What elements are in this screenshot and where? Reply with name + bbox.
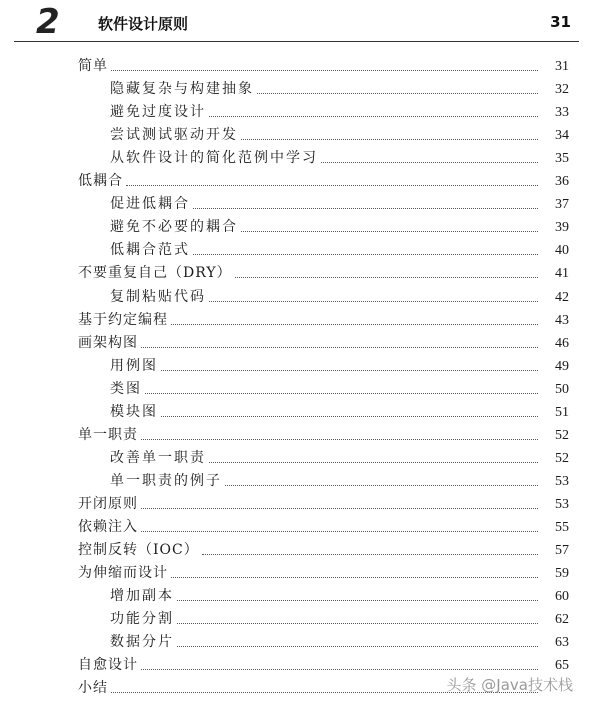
- toc-subsection: [0, 582, 593, 605]
- toc-entry-title: 简单: [78, 58, 108, 75]
- toc-entry-title: 类图: [110, 380, 142, 397]
- toc-entry-page: 34: [555, 128, 569, 144]
- toc-subsection: [0, 213, 593, 236]
- toc-entry-page: 60: [555, 589, 569, 605]
- toc-subsection: [0, 467, 593, 490]
- leader-dots: [171, 324, 538, 325]
- leader-dots: [177, 623, 538, 624]
- chapter-number: 2: [36, 2, 60, 42]
- leader-dots: [235, 277, 538, 278]
- toc-entry-title: 从软件设计的简化范例中学习: [110, 150, 318, 167]
- toc-entry-title: 单一职责的例子: [110, 472, 222, 489]
- toc-entry-page: 51: [555, 404, 569, 420]
- leader-dots: [161, 370, 538, 371]
- toc-entry-page: 57: [555, 543, 569, 559]
- toc-entry-title: 数据分片: [110, 634, 174, 651]
- toc-entry-page: 35: [555, 151, 569, 167]
- toc-entry-page: 39: [555, 220, 569, 236]
- toc-section: [0, 306, 593, 329]
- toc-subsection: [0, 121, 593, 144]
- leader-dots: [171, 577, 538, 578]
- leader-dots: [141, 669, 538, 670]
- leader-dots: [321, 162, 538, 163]
- leader-dots: [209, 301, 538, 302]
- leader-dots: [209, 462, 538, 463]
- leader-dots: [202, 554, 538, 555]
- toc-subsection: [0, 98, 593, 121]
- toc-entry-page: 43: [555, 312, 569, 328]
- toc-section: [0, 536, 593, 559]
- toc-entry-page: 36: [555, 174, 569, 190]
- toc-entry-page: 42: [555, 289, 569, 305]
- toc-entry-title: 避免不必要的耦合: [110, 219, 238, 236]
- table-of-contents: [0, 52, 593, 697]
- toc-entry-page: 46: [555, 335, 569, 351]
- toc-subsection: [0, 190, 593, 213]
- leader-dots: [225, 485, 538, 486]
- leader-dots: [209, 116, 538, 117]
- watermark: 头条 @Java技术栈: [446, 676, 573, 694]
- leader-dots: [193, 254, 538, 255]
- toc-entry-page: 33: [555, 105, 569, 121]
- toc-entry-title: 增加副本: [110, 588, 174, 605]
- toc-subsection: [0, 398, 593, 421]
- toc-entry-page: 53: [555, 473, 569, 489]
- toc-entry-title: 不要重复自己（DRY）: [78, 265, 232, 282]
- toc-entry-title: 隐藏复杂与构建抽象: [110, 81, 254, 98]
- leader-dots: [111, 70, 538, 71]
- leader-dots: [257, 93, 538, 94]
- leader-dots: [141, 347, 538, 348]
- toc-entry-title: 为伸缩而设计: [78, 565, 168, 582]
- leader-dots: [241, 139, 538, 140]
- header-page-number: 31: [550, 13, 571, 31]
- toc-section: [0, 421, 593, 444]
- toc-entry-title: 基于约定编程: [78, 311, 168, 328]
- toc-entry-title: 功能分割: [110, 611, 174, 628]
- toc-entry-title: 单一职责: [78, 426, 138, 443]
- toc-section: [0, 490, 593, 513]
- toc-subsection: [0, 144, 593, 167]
- toc-entry-title: 依赖注入: [78, 518, 138, 535]
- toc-section: [0, 167, 593, 190]
- chapter-title: 软件设计原则: [98, 15, 189, 33]
- toc-entry-title: 自愈设计: [78, 657, 138, 674]
- toc-entry-page: 52: [555, 427, 569, 443]
- toc-section: [0, 559, 593, 582]
- leader-dots: [126, 185, 538, 186]
- toc-entry-title: 低耦合: [78, 173, 123, 190]
- toc-entry-page: 40: [555, 243, 569, 259]
- toc-entry-title: 复制粘贴代码: [110, 288, 206, 305]
- toc-entry-page: 41: [555, 266, 569, 282]
- toc-entry-page: 49: [555, 358, 569, 374]
- page-header: [0, 0, 593, 42]
- header-rule: [14, 41, 579, 42]
- toc-subsection: [0, 282, 593, 305]
- toc-section: [0, 513, 593, 536]
- toc-entry-title: 尝试测试驱动开发: [110, 127, 238, 144]
- leader-dots: [161, 416, 538, 417]
- toc-entry-page: 50: [555, 381, 569, 397]
- toc-entry-title: 控制反转（IOC）: [78, 542, 199, 559]
- toc-entry-page: 62: [555, 612, 569, 628]
- toc-entry-page: 59: [555, 566, 569, 582]
- toc-entry-title: 促进低耦合: [110, 196, 190, 213]
- leader-dots: [145, 393, 538, 394]
- leader-dots: [241, 231, 538, 232]
- toc-subsection: [0, 605, 593, 628]
- toc-subsection: [0, 352, 593, 375]
- toc-entry-title: 模块图: [110, 403, 158, 420]
- toc-entry-title: 画架构图: [78, 334, 138, 351]
- toc-entry-title: 低耦合范式: [110, 242, 190, 259]
- toc-entry-page: 52: [555, 450, 569, 466]
- leader-dots: [141, 531, 538, 532]
- leader-dots: [141, 508, 538, 509]
- toc-subsection: [0, 444, 593, 467]
- toc-subsection: [0, 628, 593, 651]
- toc-section: [0, 651, 593, 674]
- toc-entry-title: 避免过度设计: [110, 104, 206, 121]
- toc-entry-title: 用例图: [110, 357, 158, 374]
- toc-entry-title: 小结: [78, 680, 108, 697]
- leader-dots: [177, 600, 538, 601]
- toc-subsection: [0, 236, 593, 259]
- toc-subsection: [0, 375, 593, 398]
- toc-entry-page: 65: [555, 658, 569, 674]
- leader-dots: [177, 646, 538, 647]
- toc-entry-title: 开闭原则: [78, 495, 138, 512]
- leader-dots: [193, 208, 538, 209]
- toc-subsection: [0, 75, 593, 98]
- toc-entry-title: 改善单一职责: [110, 449, 206, 466]
- toc-entry-page: 37: [555, 197, 569, 213]
- toc-entry-page: 53: [555, 496, 569, 512]
- leader-dots: [141, 439, 538, 440]
- toc-entry-page: 32: [555, 82, 569, 98]
- toc-section: [0, 259, 593, 282]
- toc-entry-page: 55: [555, 519, 569, 535]
- toc-entry-page: 63: [555, 635, 569, 651]
- toc-section: [0, 329, 593, 352]
- toc-section: [0, 52, 593, 75]
- toc-entry-page: 31: [555, 59, 569, 75]
